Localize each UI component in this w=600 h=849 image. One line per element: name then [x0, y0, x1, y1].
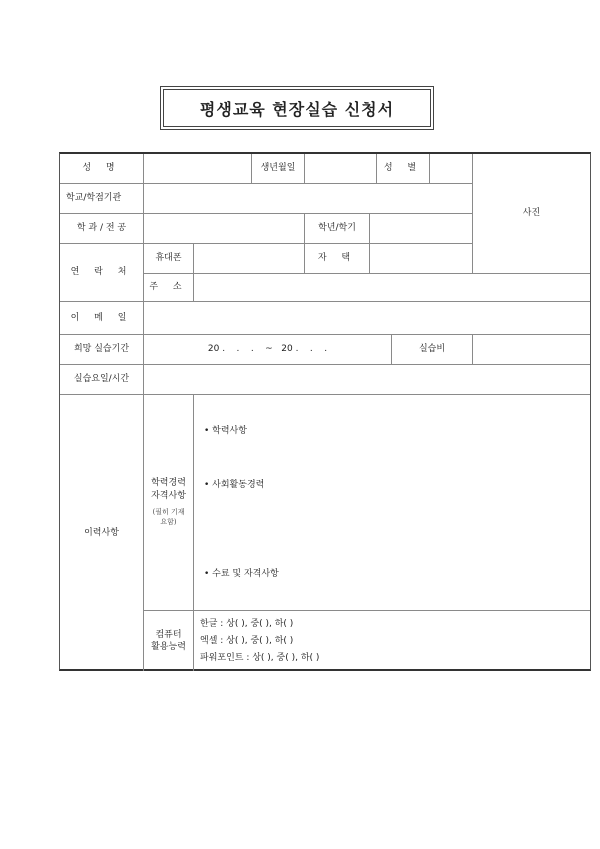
computer-label-line2: 활용능력	[151, 642, 186, 652]
contact-label: 연 락 처	[60, 244, 144, 302]
school-field[interactable]	[144, 184, 473, 214]
certification-item: • 수료 및 자격사항	[204, 569, 279, 579]
birth-field[interactable]	[305, 154, 377, 184]
photo-box[interactable]	[473, 154, 590, 274]
name-field[interactable]	[144, 154, 252, 184]
period-label: 희망 실습기간	[60, 335, 144, 365]
fee-label: 실습비	[392, 335, 473, 365]
career-label-line2: 자격사항	[151, 490, 186, 501]
school-label: 학교/학점기관	[60, 184, 144, 214]
education-item: • 학력사항	[204, 426, 247, 436]
application-form	[59, 152, 591, 671]
history-label: 이력사항	[60, 395, 144, 671]
fee-field[interactable]	[473, 335, 590, 365]
address-field[interactable]	[194, 274, 590, 302]
period-field[interactable]	[144, 335, 392, 365]
grade-field[interactable]	[370, 214, 473, 244]
birth-label: 생년월일	[252, 154, 305, 184]
schedule-label: 실습요일/시간	[60, 365, 144, 395]
home-phone-field[interactable]	[370, 244, 473, 274]
computer-skills-field	[194, 611, 590, 671]
address-label: 주 소	[144, 274, 194, 302]
mobile-field[interactable]	[194, 244, 305, 274]
career-note-line2: 요함)	[160, 518, 177, 527]
gender-field[interactable]	[430, 154, 473, 184]
name-label: 성 명	[60, 154, 144, 184]
mobile-label: 휴대폰	[144, 244, 194, 274]
email-label: 이 메 일	[60, 302, 144, 335]
excel-skill-line[interactable]: 엑셀 : 상( ), 중( ), 하( )	[200, 636, 294, 646]
major-field[interactable]	[144, 214, 305, 244]
period-value: 20 . . . ~ 20 . . .	[207, 344, 328, 355]
grade-label: 학년/학기	[305, 214, 370, 244]
hangul-skill-line[interactable]: 한글 : 상( ), 중( ), 하( )	[200, 619, 294, 629]
career-label-cell	[144, 395, 194, 611]
career-note-line1: (필히 기재	[152, 507, 185, 516]
gender-label: 성 별	[377, 154, 430, 184]
powerpoint-skill-line[interactable]: 파워포인트 : 상( ), 중( ), 하( )	[200, 653, 320, 663]
photo-label: 사진	[522, 208, 541, 219]
title-box	[160, 86, 434, 130]
career-content-field[interactable]	[194, 395, 590, 611]
email-field[interactable]	[144, 302, 590, 335]
schedule-field[interactable]	[144, 365, 590, 395]
computer-label-line1: 컴퓨터	[155, 629, 182, 640]
career-label-line1: 학력경력	[151, 478, 186, 489]
major-label: 학 과 / 전 공	[60, 214, 144, 244]
computer-label-cell	[144, 611, 194, 671]
page-title: 평생교육 현장실습 신청서	[199, 99, 395, 119]
social-activity-item: • 사회활동경력	[204, 480, 265, 490]
home-phone-label: 자 택	[305, 244, 370, 274]
